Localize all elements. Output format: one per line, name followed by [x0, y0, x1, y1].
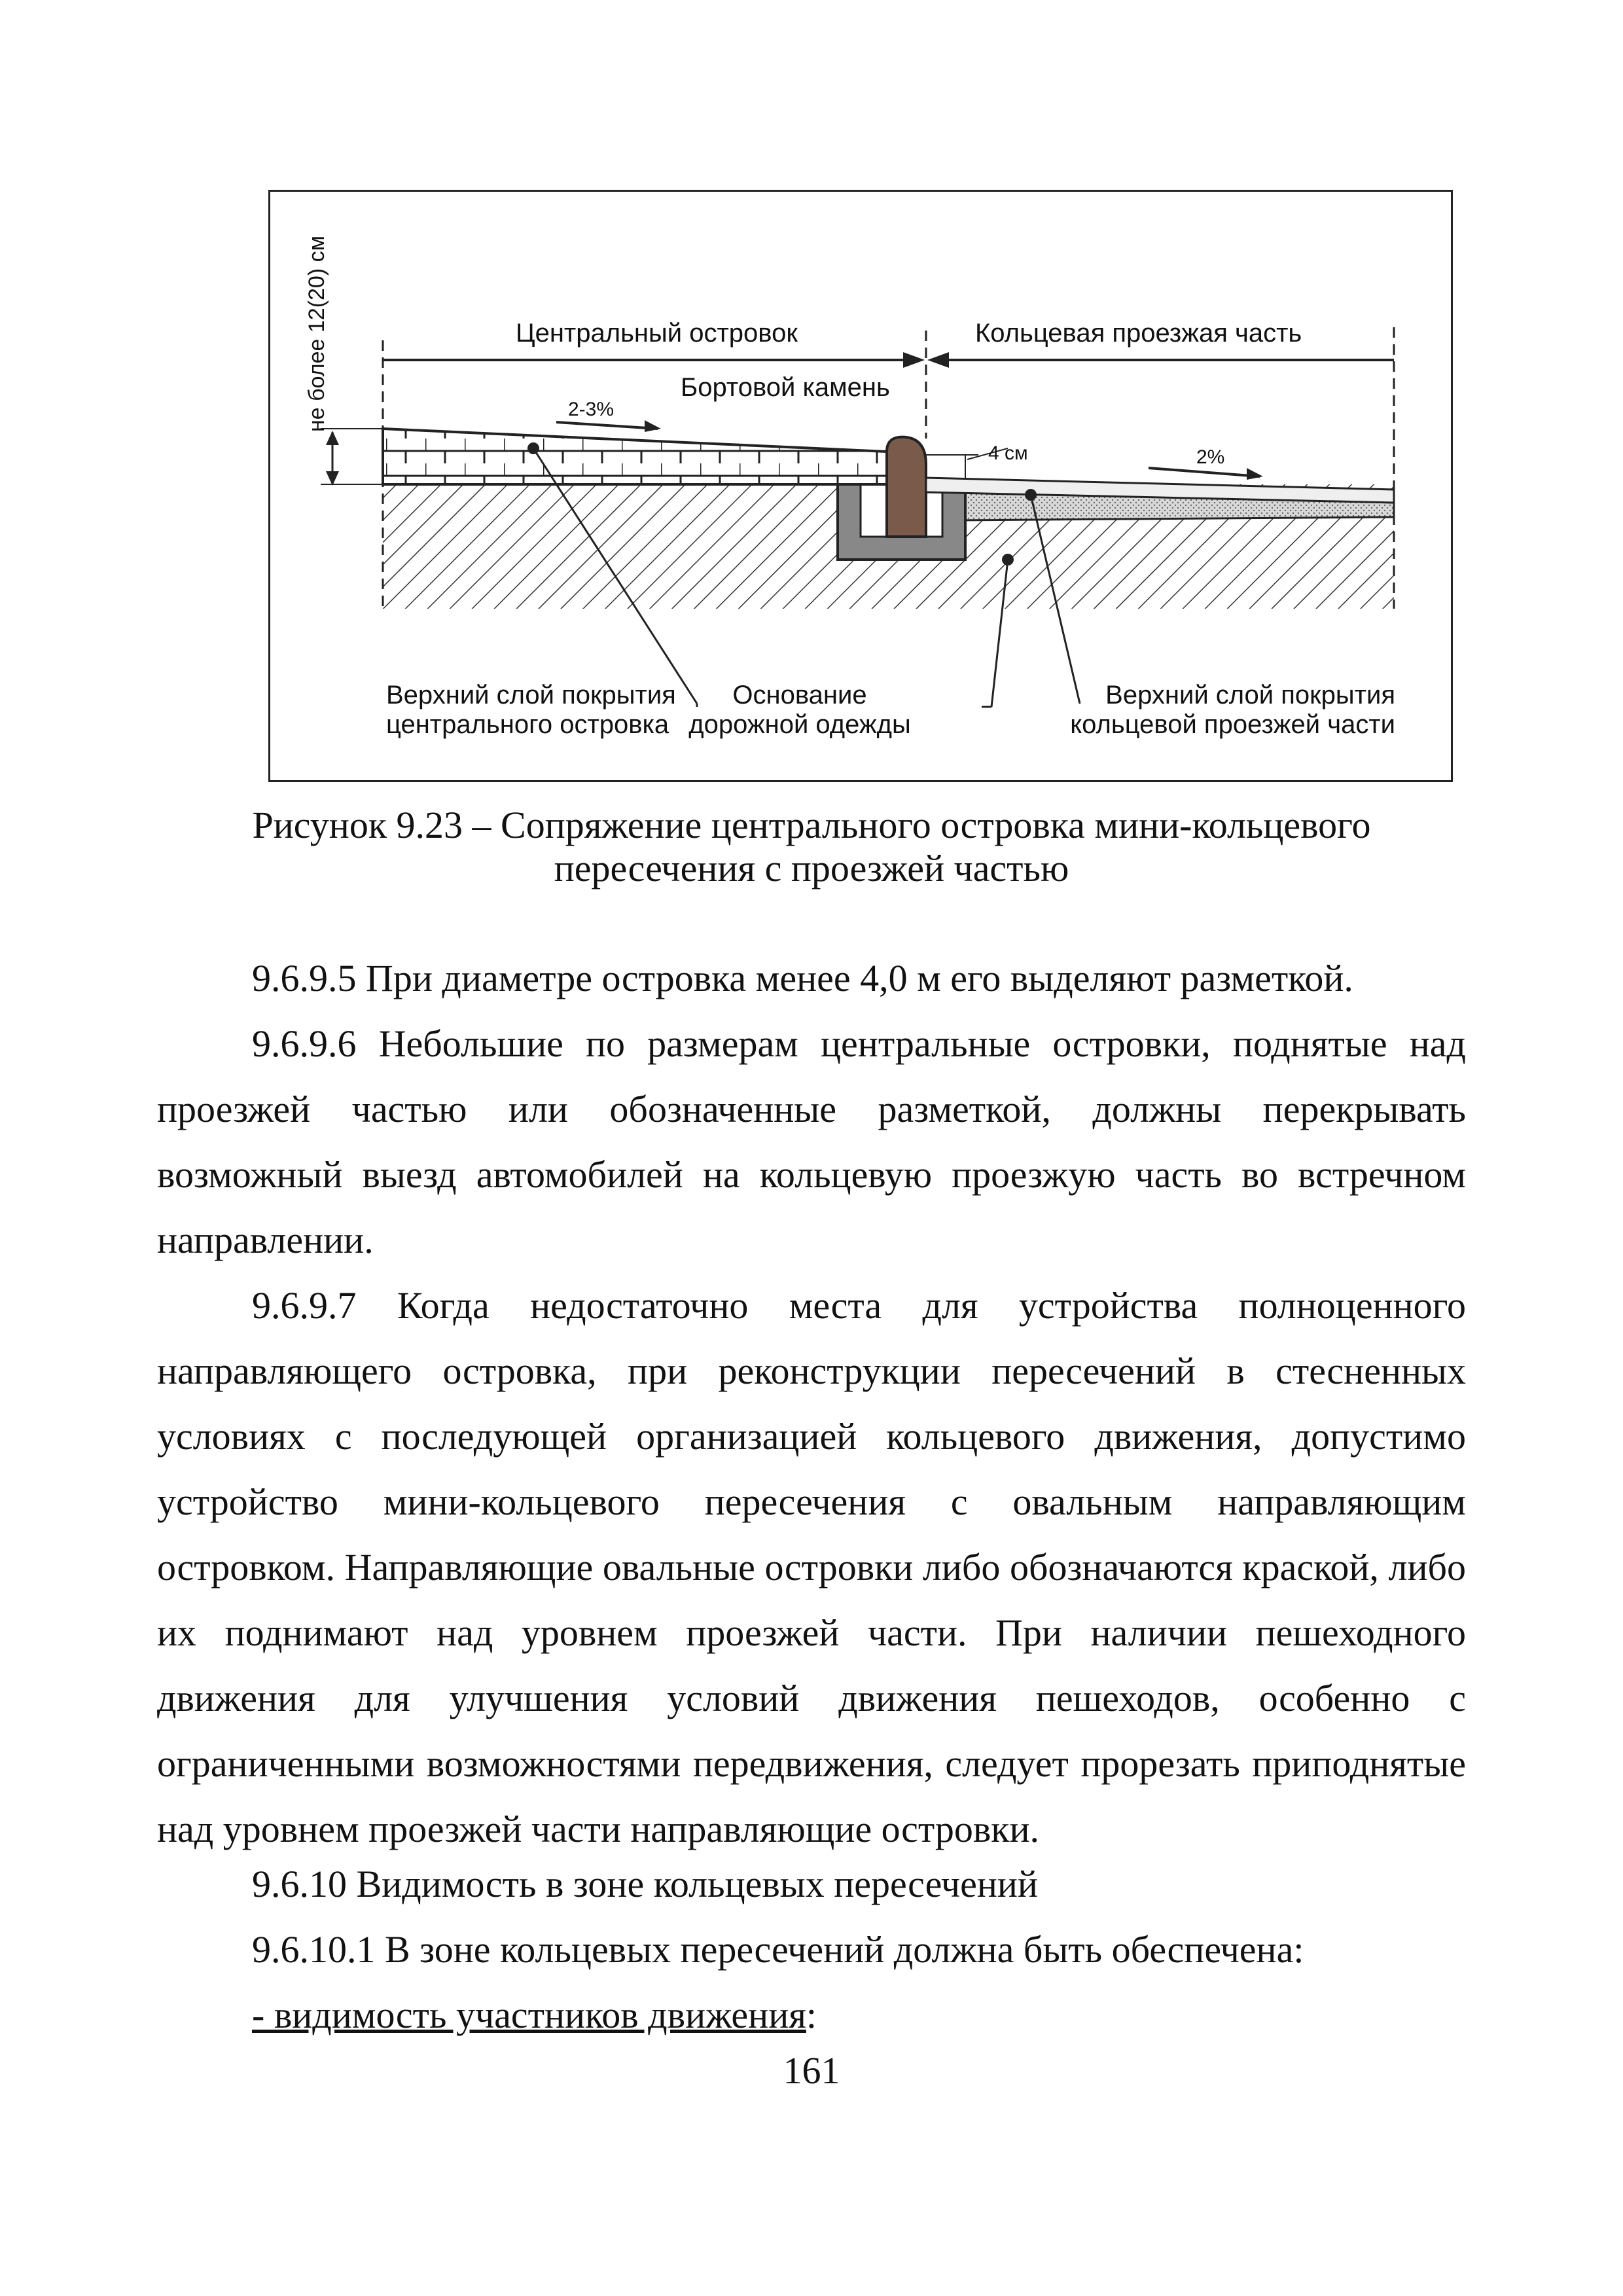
slope-ring-label: 2% — [1196, 446, 1225, 468]
curb-stone — [887, 437, 926, 537]
label-road-base-2: дорожной одежды — [688, 710, 911, 739]
list-item-visibility-text: - видимость участников движения — [252, 1994, 806, 2036]
paragraph-9-6-9-6: 9.6.9.6 Небольшие по размерам центральные островки, поднятые над проезжей частью или обозначенные разметкой, должны перекрывать возможный выезд автомобилей на кольцевую проезжую часть во встречном направлении. — [157, 1022, 1466, 1261]
slope-island-label: 2-3% — [568, 399, 615, 420]
label-island-top-layer-2: центрального островка — [386, 710, 669, 739]
figure-caption-line-2: пересечения с проезжей частью — [554, 847, 1069, 889]
curb-stone-label: Бортовой камень — [681, 373, 890, 402]
vertical-dim-label: не более 12(20) см — [304, 236, 329, 432]
ring-carriageway-label: Кольцевая проезжая часть — [975, 319, 1302, 348]
page-number: 161 — [783, 2049, 840, 2092]
list-item-visibility — [252, 1993, 817, 2037]
cross-section-diagram — [268, 190, 1453, 782]
list-item-visibility-colon: : — [806, 1994, 817, 2036]
heading-9-6-10: 9.6.10 Видимость в зоне кольцевых пересечений — [252, 1863, 1038, 1905]
label-road-base-1: Основание — [732, 681, 867, 709]
figure-caption-line-1: Рисунок 9.23 – Сопряжение центрального островка мини-кольцевого — [252, 804, 1371, 846]
label-ring-top-layer-2: кольцевой проезжей части — [1070, 710, 1395, 739]
label-ring-top-layer-1: Верхний слой покрытия — [1105, 681, 1395, 709]
island-pavement — [383, 429, 887, 484]
paragraph-9-6-9-5: 9.6.9.5 При диаметре островка менее 4,0 м его выделяют разметкой. — [252, 957, 1353, 999]
curb-height-label: 4 см — [988, 442, 1028, 464]
central-island-label: Центральный островок — [516, 319, 798, 348]
paragraph-9-6-10-1: 9.6.10.1 В зоне кольцевых пересечений должна быть обеспечена: — [252, 1928, 1304, 1971]
paragraph-9-6-9-7: 9.6.9.7 Когда недостаточно места для устройства полноценного направляющего островка, при реконструкции пересечений в стесненных условиях с последующей организацией кольцевого движения, допустимо устройство мини-кольцевого пересечения с овальным направляющим островком. Направляющие овальные островки либо обозначаются краской, либо их поднимают над уровнем проезжей части. При наличии пешеходного движения для улучшения условий движения пешеходов, особенно с ограниченными возможностями передвижения, следует прорезать приподнятые над уровнем проезжей части направляющие островки. — [157, 1284, 1466, 1850]
label-island-top-layer-1: Верхний слой покрытия — [386, 681, 676, 709]
